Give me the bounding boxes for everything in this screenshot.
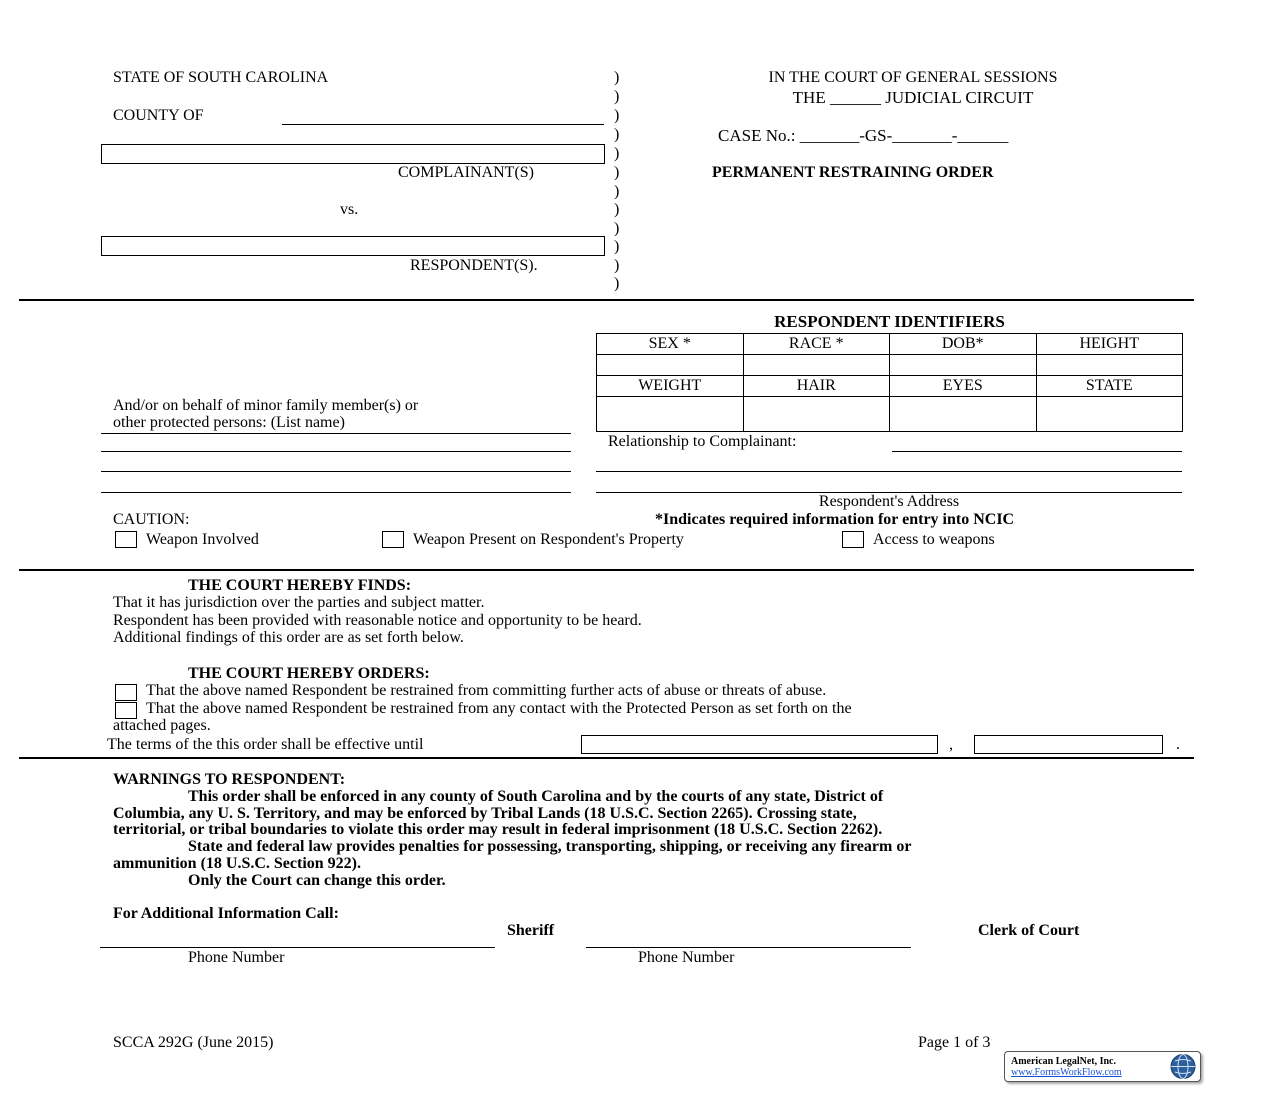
paren: ) (614, 164, 620, 181)
weapon-present-checkbox[interactable] (382, 531, 404, 548)
warning-text: This order shall be enforced in any county of South Carolina and by the courts of any state, District of (188, 788, 884, 805)
court-name: IN THE COURT OF GENERAL SESSIONS (768, 69, 1058, 86)
page-number: Page 1 of 3 (918, 1034, 991, 1051)
restrain-abuse-checkbox[interactable] (115, 684, 137, 701)
warning-text: territorial, or tribal boundaries to violate this order may result in federal imprisonment (18 U.S.C. Section 2262). (113, 821, 883, 838)
period: . (1176, 736, 1180, 753)
paren: ) (614, 69, 620, 86)
protected-person-line[interactable] (101, 471, 571, 472)
order-title: PERMANENT RESTRAINING ORDER (712, 164, 994, 181)
respondent-field[interactable] (101, 236, 605, 256)
eyes-header: EYES (890, 376, 1037, 397)
paren: ) (614, 275, 620, 292)
race-field[interactable] (743, 355, 890, 376)
warning-text: Columbia, any U. S. Territory, and may be enforced by Tribal Lands (18 U.S.C. Section 2265). Crossing state, (113, 805, 857, 822)
section-divider (19, 299, 1194, 301)
identifiers-title: RESPONDENT IDENTIFIERS (774, 312, 1005, 331)
relationship-label: Relationship to Complainant: (608, 433, 797, 450)
finding-line: Additional findings of this order are as set forth below. (113, 629, 464, 646)
weapon-involved-checkbox[interactable] (115, 531, 137, 548)
legalnet-logo[interactable] (1004, 1051, 1201, 1082)
restrain-contact-label: That the above named Respondent be restrained from any contact with the Protected Person as set forth on the (146, 700, 852, 717)
hair-field[interactable] (743, 397, 890, 432)
paren: ) (614, 238, 620, 255)
county-field[interactable] (282, 124, 604, 125)
vs-label: vs. (340, 201, 359, 218)
access-weapons-checkbox[interactable] (842, 531, 864, 548)
dob-field[interactable] (890, 355, 1037, 376)
clerk-label: Clerk of Court (978, 922, 1080, 939)
state-name: STATE OF SOUTH CAROLINA (113, 69, 329, 86)
complainant-label: COMPLAINANT(S) (398, 164, 534, 181)
weapon-involved-label: Weapon Involved (146, 531, 259, 548)
caution-label: CAUTION: (113, 511, 190, 528)
effective-date-field[interactable] (581, 735, 938, 754)
form-id: SCCA 292G (June 2015) (113, 1034, 274, 1051)
respondent-label: RESPONDENT(S). (410, 257, 538, 274)
section-divider (19, 757, 1194, 759)
restrain-contact-label-cont: attached pages. (113, 717, 211, 734)
restrain-abuse-label: That the above named Respondent be restrained from committing further acts of abuse or threats of abuse. (146, 682, 827, 699)
section-divider (19, 569, 1194, 571)
weight-field[interactable] (597, 397, 744, 432)
race-header: RACE * (743, 334, 890, 355)
sheriff-phone-label: Phone Number (188, 949, 285, 966)
ncic-note: *Indicates required information for entry into NCIC (655, 511, 1015, 528)
weapon-present-label: Weapon Present on Respondent's Property (413, 531, 684, 548)
height-field[interactable] (1036, 355, 1183, 376)
warnings-heading: WARNINGS TO RESPONDENT: (113, 771, 346, 788)
protected-person-line[interactable] (101, 433, 571, 434)
access-weapons-label: Access to weapons (873, 531, 995, 548)
address-line[interactable] (596, 471, 1182, 472)
orders-heading: THE COURT HEREBY ORDERS: (188, 665, 430, 682)
globe-icon (1169, 1053, 1197, 1080)
sex-field[interactable] (597, 355, 744, 376)
county-label: COUNTY OF (113, 107, 204, 124)
effective-year-field[interactable] (974, 735, 1163, 754)
relationship-field[interactable] (892, 451, 1182, 452)
hair-header: HAIR (743, 376, 890, 397)
logo-url[interactable]: www.FormsWorkFlow.com (1011, 1067, 1122, 1078)
warning-text: Only the Court can change this order. (188, 872, 446, 889)
clerk-phone-field[interactable] (586, 947, 911, 948)
paren: ) (614, 145, 620, 162)
sex-header: SEX * (597, 334, 744, 355)
paren: ) (614, 257, 620, 274)
finding-line: That it has jurisdiction over the parties and subject matter. (113, 594, 485, 611)
findings-heading: THE COURT HEREBY FINDS: (188, 577, 412, 594)
paren: ) (614, 88, 620, 105)
paren: ) (614, 183, 620, 200)
paren: ) (614, 107, 620, 124)
minor-family-label: And/or on behalf of minor family member(s) or (113, 397, 419, 414)
case-number[interactable]: CASE No.: _______-GS-_______-______ (718, 126, 1009, 145)
sheriff-phone-field[interactable] (100, 947, 495, 948)
dob-header: DOB* (890, 334, 1037, 355)
comma: , (949, 736, 953, 753)
identifiers-table (596, 333, 1183, 432)
logo-company: American LegalNet, Inc. (1011, 1056, 1116, 1067)
warning-text: ammunition (18 U.S.C. Section 922). (113, 855, 362, 872)
eyes-field[interactable] (890, 397, 1037, 432)
paren: ) (614, 220, 620, 237)
state-field[interactable] (1036, 397, 1183, 432)
finding-line: Respondent has been provided with reasonable notice and opportunity to be heard. (113, 612, 642, 629)
sheriff-label: Sheriff (507, 922, 555, 939)
protected-person-line[interactable] (101, 451, 571, 452)
clerk-phone-label: Phone Number (638, 949, 735, 966)
address-label: Respondent's Address (818, 493, 960, 510)
state-header: STATE (1036, 376, 1183, 397)
protected-persons-label: other protected persons: (List name) (113, 414, 345, 431)
height-header: HEIGHT (1036, 334, 1183, 355)
weight-header: WEIGHT (597, 376, 744, 397)
protected-person-line[interactable] (101, 492, 571, 493)
judicial-circuit: THE ______ JUDICIAL CIRCUIT (792, 88, 1034, 107)
contact-heading: For Additional Information Call: (113, 905, 339, 922)
effective-until-label: The terms of the this order shall be effective until (107, 736, 424, 753)
warning-text: State and federal law provides penalties for possessing, transporting, shipping, or receiving any firearm or (188, 838, 912, 855)
paren: ) (614, 201, 620, 218)
complainant-field[interactable] (101, 144, 605, 164)
paren: ) (614, 126, 620, 143)
